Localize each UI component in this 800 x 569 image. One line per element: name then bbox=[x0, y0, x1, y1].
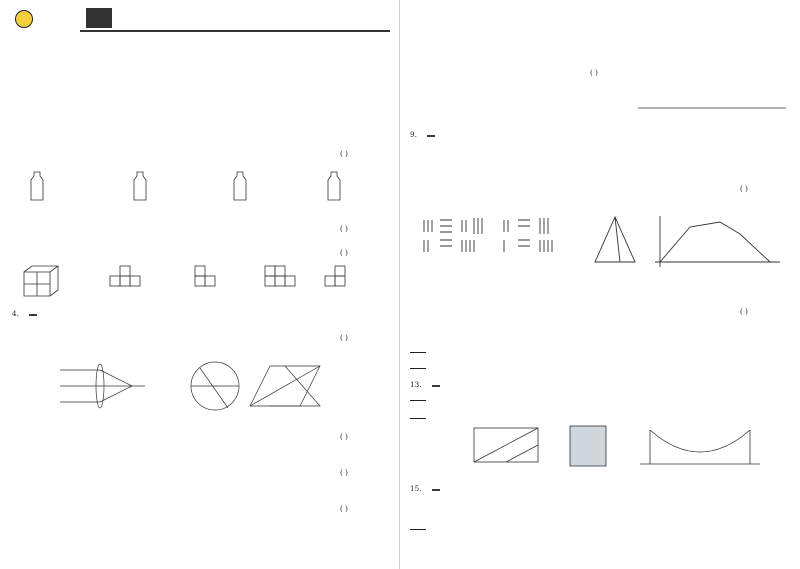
q8-answer: ( ) bbox=[590, 68, 598, 77]
q14-text bbox=[410, 412, 426, 421]
q13-text-1: 13. bbox=[410, 380, 444, 389]
q12-answer bbox=[410, 368, 426, 369]
q4-q6-q7-figures bbox=[60, 356, 360, 416]
q5-answer: ( ) bbox=[340, 432, 348, 441]
q13-answer bbox=[410, 400, 426, 401]
q6-answer: ( ) bbox=[340, 468, 348, 477]
q2-answer: ( ) bbox=[340, 224, 348, 233]
q9-answer: ( ) bbox=[740, 184, 748, 193]
q14-q15-figures bbox=[470, 424, 770, 468]
q15-answer bbox=[410, 529, 426, 530]
q12-text bbox=[410, 362, 426, 371]
q7-answer: ( ) bbox=[340, 504, 348, 513]
q3-answer: ( ) bbox=[340, 248, 348, 257]
q3-views-figure bbox=[20, 258, 360, 308]
q8-bar-chart bbox=[630, 30, 790, 120]
q9-text-1: 9. bbox=[410, 130, 439, 139]
q11-answer bbox=[410, 352, 426, 353]
q1-bottles-figure bbox=[20, 158, 350, 213]
paper-number bbox=[86, 8, 112, 28]
star-logo-icon bbox=[15, 10, 33, 28]
q15-tag-topic bbox=[432, 489, 440, 491]
q9-q10-figures bbox=[420, 212, 790, 272]
brand-logo bbox=[12, 10, 76, 54]
q14-answer bbox=[410, 418, 426, 419]
q13-tag-topic bbox=[432, 385, 440, 387]
q13-text-2 bbox=[410, 394, 426, 403]
q4-tag-topic bbox=[29, 314, 37, 316]
title-rule bbox=[80, 30, 390, 32]
q10-answer: ( ) bbox=[740, 307, 748, 316]
q9-tag-topic bbox=[427, 135, 435, 137]
q4-answer: ( ) bbox=[340, 333, 348, 342]
q15-text-1: 15. bbox=[410, 484, 444, 493]
q4-text-1: 4. bbox=[12, 309, 41, 318]
q11-text bbox=[410, 346, 426, 355]
q1-answer: ( ) bbox=[340, 149, 348, 158]
q15-text-4 bbox=[410, 523, 426, 532]
page-divider bbox=[399, 0, 400, 569]
